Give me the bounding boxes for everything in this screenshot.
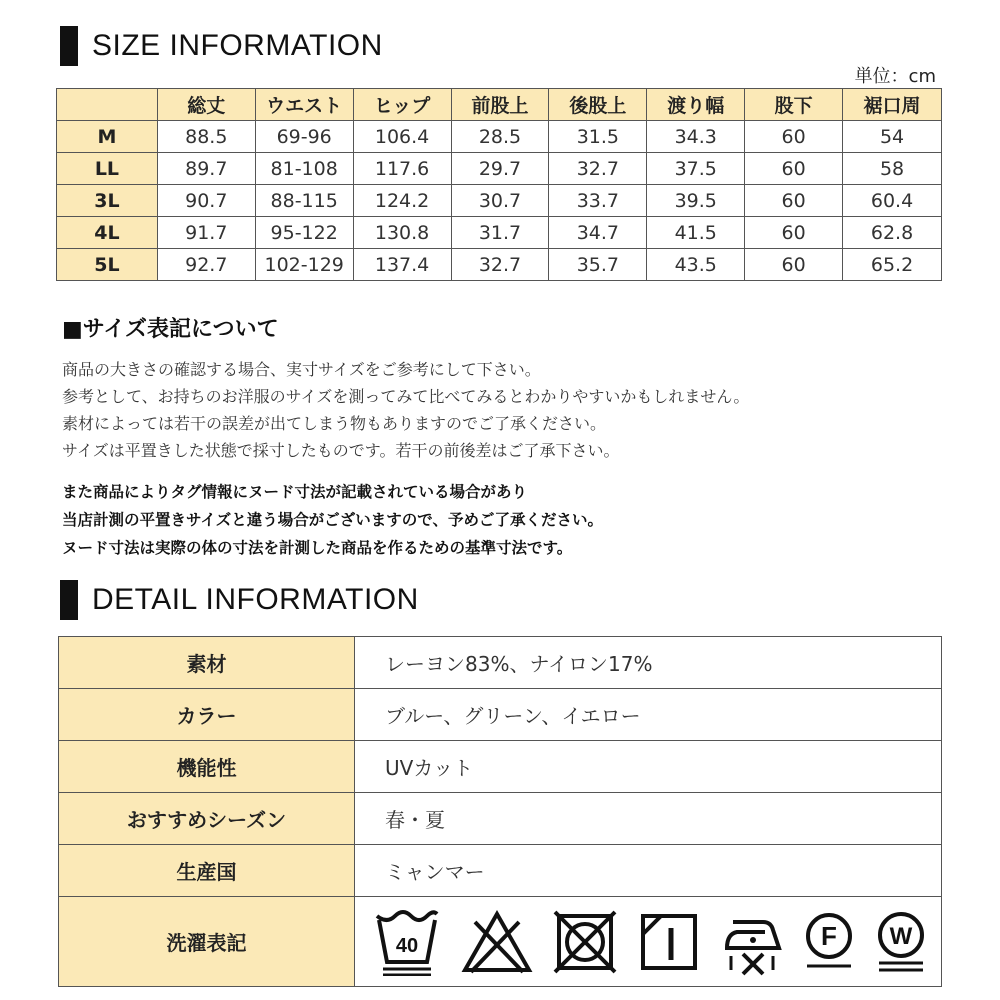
- wash-40-gentle-icon: [373, 908, 441, 976]
- detail-row-care: [59, 897, 942, 987]
- care-icons: [373, 908, 941, 976]
- table-cell: 29.7: [451, 153, 549, 185]
- no-bleach-icon: [461, 910, 533, 974]
- detail-value: レーヨン83%、ナイロン17%: [355, 637, 942, 689]
- table-row: [57, 121, 942, 153]
- detail-value: ミャンマー: [355, 845, 942, 897]
- detail-row-season: [59, 793, 942, 845]
- table-cell: 34.7: [549, 217, 647, 249]
- detail-label: 素材: [59, 637, 355, 689]
- table-cell: 32.7: [451, 249, 549, 281]
- size-notes-body: [62, 356, 749, 464]
- table-cell: 92.7: [157, 249, 255, 281]
- size-table-corner: [57, 89, 158, 121]
- column-header: 後股上: [549, 89, 647, 121]
- table-cell: 81-108: [255, 153, 353, 185]
- detail-table: [58, 636, 942, 987]
- unit-label: 単位：cm: [854, 66, 936, 87]
- table-cell: 106.4: [353, 121, 451, 153]
- table-cell: 43.5: [647, 249, 745, 281]
- nude-size-notice: [62, 478, 603, 562]
- detail-row-color: [59, 689, 942, 741]
- table-cell: 88.5: [157, 121, 255, 153]
- table-cell: 31.7: [451, 217, 549, 249]
- table-cell: 30.7: [451, 185, 549, 217]
- detail-label: 生産国: [59, 845, 355, 897]
- table-cell: 32.7: [549, 153, 647, 185]
- note-line: 商品の大きさの確認する場合、実寸サイズをご参考にして下さい。: [62, 360, 541, 379]
- column-header: ウエスト: [255, 89, 353, 121]
- table-cell: 54: [843, 121, 942, 153]
- detail-label: 洗濯表記: [59, 897, 355, 987]
- table-row: [57, 153, 942, 185]
- wash-temp-label: 40: [395, 934, 419, 957]
- size-label: M: [57, 121, 158, 153]
- size-label: LL: [57, 153, 158, 185]
- section-marker: [60, 26, 78, 66]
- detail-value: 春・夏: [355, 793, 942, 845]
- table-cell: 130.8: [353, 217, 451, 249]
- table-cell: 117.6: [353, 153, 451, 185]
- table-cell: 90.7: [157, 185, 255, 217]
- table-cell: 60: [745, 121, 843, 153]
- dryclean-letter: F: [821, 920, 837, 951]
- table-row: [57, 217, 942, 249]
- column-header: 前股上: [451, 89, 549, 121]
- table-cell: 39.5: [647, 185, 745, 217]
- dry-clean-f-icon: [803, 912, 855, 972]
- table-cell: 62.8: [843, 217, 942, 249]
- table-cell: 60: [745, 217, 843, 249]
- section-marker: [60, 580, 78, 620]
- table-cell: 69-96: [255, 121, 353, 153]
- detail-section-header: [60, 580, 419, 620]
- table-cell: 60.4: [843, 185, 942, 217]
- table-cell: 60: [745, 185, 843, 217]
- table-cell: 137.4: [353, 249, 451, 281]
- table-cell: 65.2: [843, 249, 942, 281]
- no-tumble-dry-icon: [553, 910, 617, 974]
- table-cell: 60: [745, 249, 843, 281]
- table-cell: 41.5: [647, 217, 745, 249]
- notice-line: ヌード寸法は実際の体の寸法を計測した商品を作るための基準寸法です。: [62, 539, 573, 557]
- table-cell: 124.2: [353, 185, 451, 217]
- table-cell: 37.5: [647, 153, 745, 185]
- size-label: 3L: [57, 185, 158, 217]
- table-cell: 33.7: [549, 185, 647, 217]
- detail-value: UVカット: [355, 741, 942, 793]
- note-line: 参考として、お持ちのお洋服のサイズを測ってみて比べてみるとわかりやすいかもしれません。: [62, 387, 750, 406]
- detail-row-function: [59, 741, 942, 793]
- size-section-header: [60, 26, 383, 66]
- iron-low-no-steam-icon: [721, 908, 783, 976]
- table-cell: 28.5: [451, 121, 549, 153]
- column-header: 裾口周: [843, 89, 942, 121]
- wet-clean-w-icon: [875, 911, 927, 973]
- table-cell: 95-122: [255, 217, 353, 249]
- note-line: 素材によっては若干の誤差が出てしまう物もありますのでご了承ください。: [62, 414, 607, 433]
- detail-value: ブルー、グリーン、イエロー: [355, 689, 942, 741]
- table-cell: 31.5: [549, 121, 647, 153]
- notice-line: また商品によりタグ情報にヌード寸法が記載されている場合があり: [62, 483, 528, 501]
- notice-line: 当店計測の平置きサイズと違う場合がございますので、予めご了承ください。: [62, 511, 603, 529]
- detail-label: おすすめシーズン: [59, 793, 355, 845]
- table-cell: 102-129: [255, 249, 353, 281]
- note-line: サイズは平置きした状態で採寸したものです。若干の前後差はご了承下さい。: [62, 441, 620, 460]
- table-row: [57, 249, 942, 281]
- column-header: 渡り幅: [647, 89, 745, 121]
- detail-row-material: [59, 637, 942, 689]
- wetclean-letter: W: [889, 922, 913, 950]
- size-label: 5L: [57, 249, 158, 281]
- detail-label: 機能性: [59, 741, 355, 793]
- size-label: 4L: [57, 217, 158, 249]
- column-header: 股下: [745, 89, 843, 121]
- size-table: [56, 88, 942, 281]
- detail-row-origin: [59, 845, 942, 897]
- line-dry-shade-icon: [637, 910, 701, 974]
- size-section-title: SIZE INFORMATION: [92, 29, 383, 62]
- table-cell: 60: [745, 153, 843, 185]
- detail-section-title: DETAIL INFORMATION: [92, 583, 419, 616]
- care-icons-cell: [355, 897, 942, 987]
- detail-label: カラー: [59, 689, 355, 741]
- table-cell: 34.3: [647, 121, 745, 153]
- table-cell: 89.7: [157, 153, 255, 185]
- table-cell: 91.7: [157, 217, 255, 249]
- table-cell: 35.7: [549, 249, 647, 281]
- table-cell: 88-115: [255, 185, 353, 217]
- table-row: [57, 185, 942, 217]
- column-header: ヒップ: [353, 89, 451, 121]
- column-header: 総丈: [157, 89, 255, 121]
- table-cell: 58: [843, 153, 942, 185]
- size-table-header-row: [57, 89, 942, 121]
- size-notes-title: ■サイズ表記について: [62, 317, 279, 342]
